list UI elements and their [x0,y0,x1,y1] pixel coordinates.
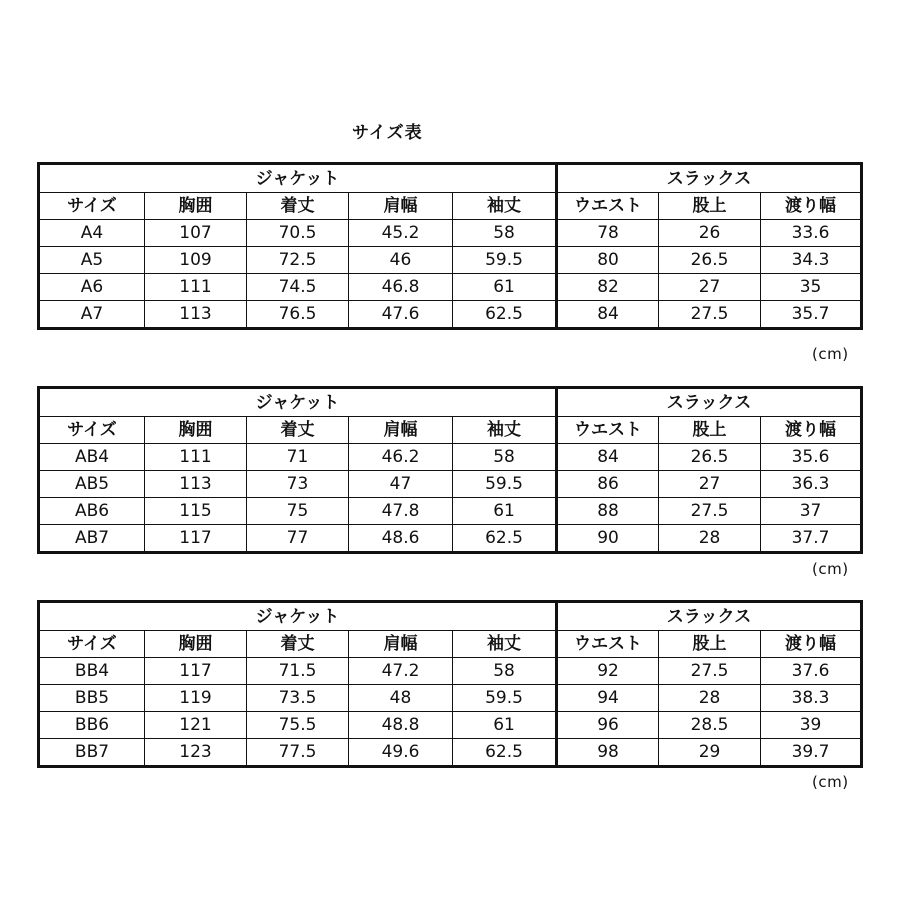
col-header-length: 着丈 [247,193,349,220]
table-cell: 78 [557,220,659,247]
table-cell: 90 [557,525,659,553]
table-cell: 35.6 [761,444,862,471]
table-cell: 35.7 [761,301,862,329]
table-cell: 88 [557,498,659,525]
table-cell: 59.5 [453,247,557,274]
table-cell: 123 [145,739,247,767]
table-cell: 84 [557,301,659,329]
table-cell: 38.3 [761,685,862,712]
col-header-sleeve: 袖丈 [453,631,557,658]
table-cell: 26 [659,220,761,247]
col-header-size: サイズ [39,193,145,220]
col-header-waist: ウエスト [557,631,659,658]
table-cell: 62.5 [453,739,557,767]
table-cell: BB5 [39,685,145,712]
table-cell: 39 [761,712,862,739]
table-cell: 35 [761,274,862,301]
table-cell: 96 [557,712,659,739]
size-table-ab [37,386,863,554]
table-cell: 48.6 [349,525,453,553]
table-cell: 74.5 [247,274,349,301]
table-cell: 111 [145,274,247,301]
table-row [39,471,862,498]
table-cell: 107 [145,220,247,247]
table-cell: 39.7 [761,739,862,767]
table-row [39,274,862,301]
table-cell: 80 [557,247,659,274]
table-cell: 46 [349,247,453,274]
col-header-sleeve: 袖丈 [453,193,557,220]
table-cell: 47.2 [349,658,453,685]
table-cell: 98 [557,739,659,767]
table-row [39,525,862,553]
table-cell: 62.5 [453,301,557,329]
table-cell: BB4 [39,658,145,685]
col-header-rise: 股上 [659,417,761,444]
table-cell: A6 [39,274,145,301]
col-header-chest: 胸囲 [145,417,247,444]
table-cell: 59.5 [453,685,557,712]
table-cell: 46.2 [349,444,453,471]
table-cell: 94 [557,685,659,712]
table-cell: 77.5 [247,739,349,767]
table-cell: 29 [659,739,761,767]
table-cell: 27.5 [659,658,761,685]
table-cell: 36.3 [761,471,862,498]
col-header-chest: 胸囲 [145,193,247,220]
unit-label: (cm) [812,773,849,791]
group-jacket-header: ジャケット [39,388,557,417]
col-header-waist: ウエスト [557,193,659,220]
table-cell: 28.5 [659,712,761,739]
table-cell: 46.8 [349,274,453,301]
table-cell: 61 [453,498,557,525]
col-header-sleeve: 袖丈 [453,417,557,444]
table-cell: 84 [557,444,659,471]
table-cell: AB4 [39,444,145,471]
page-title: サイズ表 [352,123,423,143]
table-cell: 70.5 [247,220,349,247]
table-cell: 49.6 [349,739,453,767]
table-cell: 59.5 [453,471,557,498]
table-cell: 27.5 [659,301,761,329]
table-cell: AB7 [39,525,145,553]
table-cell: 61 [453,712,557,739]
table-cell: A4 [39,220,145,247]
col-header-size: サイズ [39,631,145,658]
table-cell: AB5 [39,471,145,498]
table-cell: 115 [145,498,247,525]
table-cell: 121 [145,712,247,739]
table-row [39,685,862,712]
table-cell: 113 [145,471,247,498]
table-cell: 45.2 [349,220,453,247]
col-header-shoulder: 肩幅 [349,417,453,444]
table-cell: 27 [659,274,761,301]
table-cell: 58 [453,444,557,471]
col-header-size: サイズ [39,417,145,444]
table-cell: 27.5 [659,498,761,525]
group-jacket-header: ジャケット [39,602,557,631]
table-row [39,712,862,739]
table-cell: 61 [453,274,557,301]
table-cell: 37.6 [761,658,862,685]
unit-label: (cm) [812,560,849,578]
table-cell: 111 [145,444,247,471]
table-row [39,739,862,767]
table-cell: 62.5 [453,525,557,553]
table-row [39,220,862,247]
group-slacks-header: スラックス [557,388,862,417]
col-header-rise: 股上 [659,193,761,220]
unit-label: (cm) [812,345,849,363]
group-jacket-header: ジャケット [39,164,557,193]
col-header-rise: 股上 [659,631,761,658]
group-slacks-header: スラックス [557,164,862,193]
table-cell: 71.5 [247,658,349,685]
table-cell: 37 [761,498,862,525]
table-cell: 71 [247,444,349,471]
col-header-thigh: 渡り幅 [761,631,862,658]
table-cell: 73 [247,471,349,498]
table-cell: 119 [145,685,247,712]
col-header-length: 着丈 [247,417,349,444]
table-cell: BB7 [39,739,145,767]
table-cell: 75.5 [247,712,349,739]
table-cell: 48.8 [349,712,453,739]
table-cell: 34.3 [761,247,862,274]
table-cell: A7 [39,301,145,329]
table-cell: 33.6 [761,220,862,247]
col-header-shoulder: 肩幅 [349,631,453,658]
table-cell: 27 [659,471,761,498]
table-cell: 58 [453,658,557,685]
table-cell: 117 [145,525,247,553]
col-header-waist: ウエスト [557,417,659,444]
table-cell: 28 [659,685,761,712]
col-header-thigh: 渡り幅 [761,417,862,444]
table-cell: AB6 [39,498,145,525]
col-header-chest: 胸囲 [145,631,247,658]
table-cell: 73.5 [247,685,349,712]
table-cell: A5 [39,247,145,274]
table-cell: 28 [659,525,761,553]
table-cell: 26.5 [659,444,761,471]
table-cell: 26.5 [659,247,761,274]
table-cell: 47.8 [349,498,453,525]
table-cell: 58 [453,220,557,247]
col-header-thigh: 渡り幅 [761,193,862,220]
group-slacks-header: スラックス [557,602,862,631]
table-row [39,658,862,685]
table-cell: 109 [145,247,247,274]
table-cell: BB6 [39,712,145,739]
table-cell: 92 [557,658,659,685]
table-cell: 82 [557,274,659,301]
table-row [39,498,862,525]
col-header-shoulder: 肩幅 [349,193,453,220]
table-cell: 76.5 [247,301,349,329]
table-cell: 47.6 [349,301,453,329]
table-cell: 47 [349,471,453,498]
table-cell: 77 [247,525,349,553]
col-header-length: 着丈 [247,631,349,658]
table-cell: 48 [349,685,453,712]
table-row [39,301,862,329]
size-table-bb [37,600,863,768]
table-cell: 86 [557,471,659,498]
table-row [39,247,862,274]
table-cell: 113 [145,301,247,329]
table-cell: 72.5 [247,247,349,274]
table-cell: 117 [145,658,247,685]
table-cell: 37.7 [761,525,862,553]
size-table-a [37,162,863,330]
table-cell: 75 [247,498,349,525]
table-row [39,444,862,471]
